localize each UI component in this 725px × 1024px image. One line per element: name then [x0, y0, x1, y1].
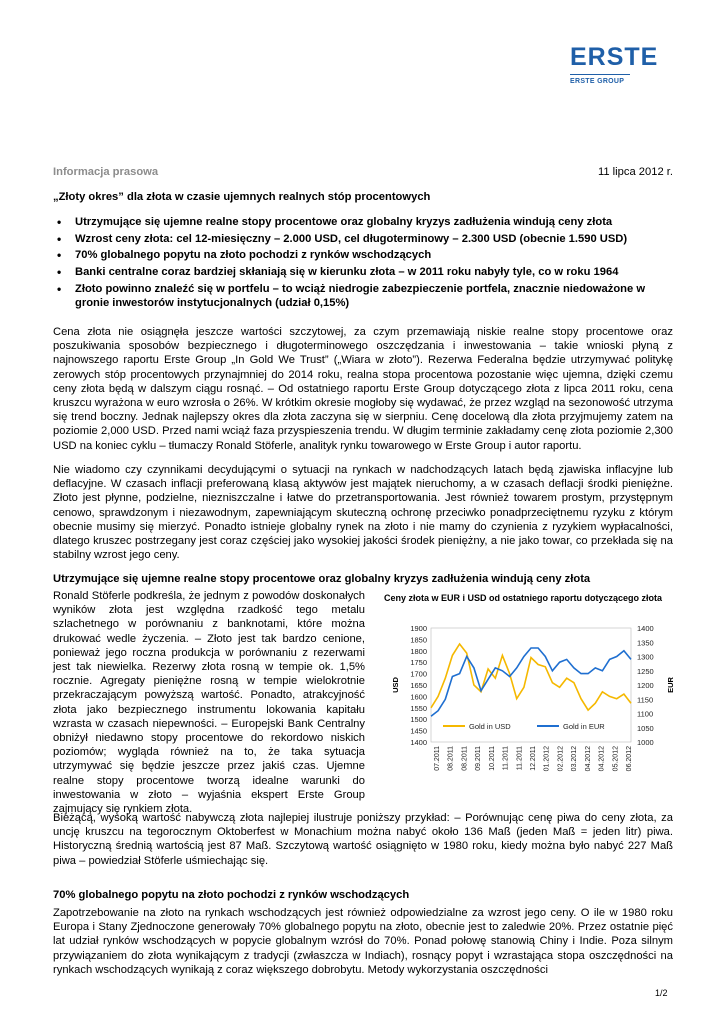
y-left-tick-label: 1600	[410, 692, 427, 702]
x-tick-label: 09.2011	[475, 746, 483, 771]
x-tick-label: 12.2011	[530, 746, 537, 771]
x-tick-label: 08.2011	[461, 746, 469, 771]
x-tick-label: 05.2012	[612, 746, 620, 772]
x-tick-label: 03.2012	[571, 746, 579, 772]
y-left-tick-label: 1750	[410, 658, 427, 668]
logo-rule	[570, 74, 630, 75]
x-tick-label: 08.2011	[447, 746, 455, 771]
legend-label: Gold in USD	[469, 722, 511, 731]
paragraph-intro: Cena złota nie osiągnęła jeszcze wartości szczytowej, za czym przemawiają niskie realne stopy procentowe oraz poszukiwania sposobów bezpiecznego i długoterminowego oszczędzania i inwestowania – takie wnioski płyną z najnowszego raportu Erste Group „In Gold We Trust” („Wiara w złoto”). Rezerwa Federalna będzie utrzymywać politykę zerowych stóp procentowych przynajmniej do 2014 roku, realna stopa procentowa pozostanie więc ujemna, dzięki czemu ceny złota będą w dalszym ciągu rosnąć. – Od ostatniego raportu Erste Group dotyczącego złota z lipca 2011 roku, cena kruszcu wyrażona w euro wzrosła o 26%. W krótkim okresie mogłoby się wydawać, że przez wzgląd na sezonowość utrzyma się trend boczny. Jednak najlepszy okres dla złota zaczyna się w sierpniu. Cenę docelową dla złota przyjmujemy zatem na poziomie 2,000 USD. Przed nami wciąż faza przyspieszenia trendu. W długim terminie zakładamy cenę złota poziomie 2,300 USD na koniec cyklu – tłumaczy Ronald Stöferle, analityk rynku towarowego w Erste Group i autor raportu.	[53, 326, 673, 452]
y-right-axis-label: EUR	[666, 677, 675, 693]
x-tick-label: 02.2012	[557, 746, 565, 772]
paragraph-inflation: Nie wiadomo czy czynnikami decydującymi o sytuacji na rynkach w nadchodzących latach będą zjawiska inflacyjne lub deflacyjne. W czasach inflacji preferowaną klasą aktywów jest majątek nieruchomy, a w czasach deflacji środki pieniężne. Złoto jest płynne, podzielne, niezniszczalne i łatwe do przetransportowania. Jest również towarem prostym, przystępnym cenowo, sprawdzonym i niezawodnym, zapewniającym skuteczną ochronę przeciwko ponadprzeciętnemu ryzyku z którym obecnie musimy się mierzyć. Ponadto istnieje globalny rynek na złoto i nie mamy do czynienia z ryzykiem wypłacalności, dlatego kruszec postrzegany jest coraz częściej jako wysokiej jakości środek pieniężny, a nie jako towar, co przekłada się na stabilny wzrost jego ceny.	[53, 464, 673, 562]
section-heading-demand: 70% globalnego popytu na złoto pochodzi z rynków wschodzących	[53, 889, 410, 901]
y-right-tick-label: 1000	[637, 738, 654, 747]
y-left-tick-label: 1700	[410, 669, 427, 679]
key-point: • Utrzymujące się ujemne realne stopy procentowe oraz globalny kryzys zadłużenia windują ceny złota	[53, 215, 673, 229]
x-tick-label: 07.2011	[434, 746, 441, 771]
gold-price-chart	[373, 592, 673, 812]
y-left-tick-label: 1900	[410, 624, 427, 633]
key-point: • Banki centralne coraz bardziej skłaniają się w kierunku złota – w 2011 roku nabyły tyle, co w roku 1964	[53, 265, 673, 279]
press-header	[53, 165, 673, 179]
y-right-tick-label: 1250	[637, 666, 654, 676]
y-right-tick-label: 1200	[637, 681, 654, 690]
y-right-tick-label: 1150	[637, 695, 654, 705]
y-left-tick-label: 1500	[410, 715, 427, 725]
key-points-list	[53, 215, 673, 313]
x-tick-label: 10.2011	[488, 746, 496, 771]
y-left-tick-label: 1650	[410, 681, 427, 690]
page-number: 1/2	[655, 988, 668, 998]
x-tick-label: 11.2011	[502, 746, 510, 771]
key-point: • 70% globalnego popytu na złoto pochodzi z rynków wschodzących	[53, 248, 673, 262]
paragraph-scarcity: Ronald Stöferle podkreśla, że jednym z powodów doskonałych wyników złota jest względna rzadkość tego metalu szlachetnego w porównaniu z banknotami, które można drukować wedle życzenia. – Złoto jest tak bardzo cenione, ponieważ jego roczna produkcja w porównaniu z rezerwami jest tak niewielka. Rezerwy złota rosną w tempie ok. 1,5% rocznie. Agregaty pieniężne rosną w tempie wielokrotnie przekraczającym powyższą wartość. Ponadto, atrakcyjność złota jako bezpiecznego instrumentu lokowania kapitału wzrasta w czasach niepewności. – Europejski Bank Centralny obniżył niedawno stopy procentowe do rekordowo niskich poziomów; wygląda również na to, że taka sytuacja utrzymywać się będzie jeszcze przez jakiś czas. Ujemne realne stopy procentowe tworzą idealne warunki do inwestowania w złoto – wyjaśnia ekspert Erste Group zajmujący się rynkiem złota.	[53, 590, 365, 816]
section-heading-rates: Utrzymujące się ujemne realne stopy procentowe oraz globalny kryzys zadłużenia windują ceny złota	[53, 573, 591, 585]
y-right-tick-label: 1050	[637, 723, 654, 733]
y-left-tick-label: 1450	[410, 726, 427, 736]
release-date: 11 lipca 2012 r.	[597, 166, 673, 178]
y-left-tick-label: 1400	[410, 738, 427, 747]
y-right-tick-label: 1100	[637, 709, 654, 719]
x-tick-label: 01.2012	[543, 746, 551, 772]
chart-canvas	[373, 620, 673, 805]
x-tick-label: 04.2012	[584, 746, 592, 772]
y-right-tick-label: 1400	[637, 624, 654, 633]
logo-group-label: ERSTE GROUP	[570, 78, 625, 85]
document-title: „Złoty okres” dla złota w czasie ujemnych realnych stóp procentowych	[53, 191, 431, 203]
x-tick-label: 11.2011	[516, 746, 524, 771]
erste-logo	[570, 44, 680, 85]
chart-title: Ceny złota w EUR i USD od ostatniego raportu dotyczącego złota	[383, 593, 663, 603]
y-left-axis-label: USD	[391, 677, 400, 693]
logo-wordmark: ERSTE	[570, 43, 659, 71]
series-line-usd	[431, 644, 631, 710]
x-tick-label: 04.2012	[598, 746, 606, 772]
y-right-tick-label: 1350	[637, 638, 654, 648]
y-left-tick-label: 1800	[410, 646, 427, 656]
paragraph-emerging-markets: Zapotrzebowanie na złoto na rynkach wschodzących jest również odpowiedzialne za wzrost jego ceny. O ile w 1980 roku Europa i Stany Zjednoczone generowały 70% globalnego popytu na złoto, obecnie jest to zaledwie 20%. Przez ostatnie pięć lat udział rynków wschodzących w popycie globalnym wzrósł do 70%. Ponad połowę stanowią Chiny i Indie. Poza silnym przywiązaniem do złota wynikającym z tradycji (zwłaszcza w Indiach), rosnący popyt i wzrastająca stopa oszczędności na rynkach wschodzących wynikają z coraz większego dobrobytu. Metody wykorzystania oszczędności	[53, 907, 673, 976]
y-left-tick-label: 1550	[410, 703, 427, 713]
legend-label: Gold in EUR	[563, 722, 605, 731]
key-point: • Wzrost ceny złota: cel 12-miesięczny – 2.000 USD, cel długoterminowy – 2.300 USD (obecnie 1.590 USD)	[53, 232, 673, 246]
key-point: • Złoto powinno znaleźć się w portfelu – to wciąż niedrogie zabezpieczenie portfela, znacznie niedoważone w gronie inwestorów instytucjonalnych (udział 0,15%)	[53, 282, 673, 310]
y-left-tick-label: 1850	[410, 635, 427, 645]
paragraph-beer: Bieżącą, wysoką wartość nabywczą złota najlepiej ilustruje poniższy przykład: – Porównując cenę piwa do ceny złota, za uncję kruszcu na tegorocznym Oktoberfest w Monachium można nabyć około 136 Maß (jeden Maß = jeden litr) piwa. Historyczną średnią wartością jest 87 Maß. Szczytową wartość osiągnięto w 1980 roku, kiedy można było nabyć 227 Maß piwa – powiedział Stöferle uśmiechając się.	[53, 812, 673, 867]
x-tick-label: 06.2012	[626, 746, 633, 772]
press-release-label: Informacja prasowa	[53, 166, 159, 178]
y-right-tick-label: 1300	[637, 652, 654, 662]
